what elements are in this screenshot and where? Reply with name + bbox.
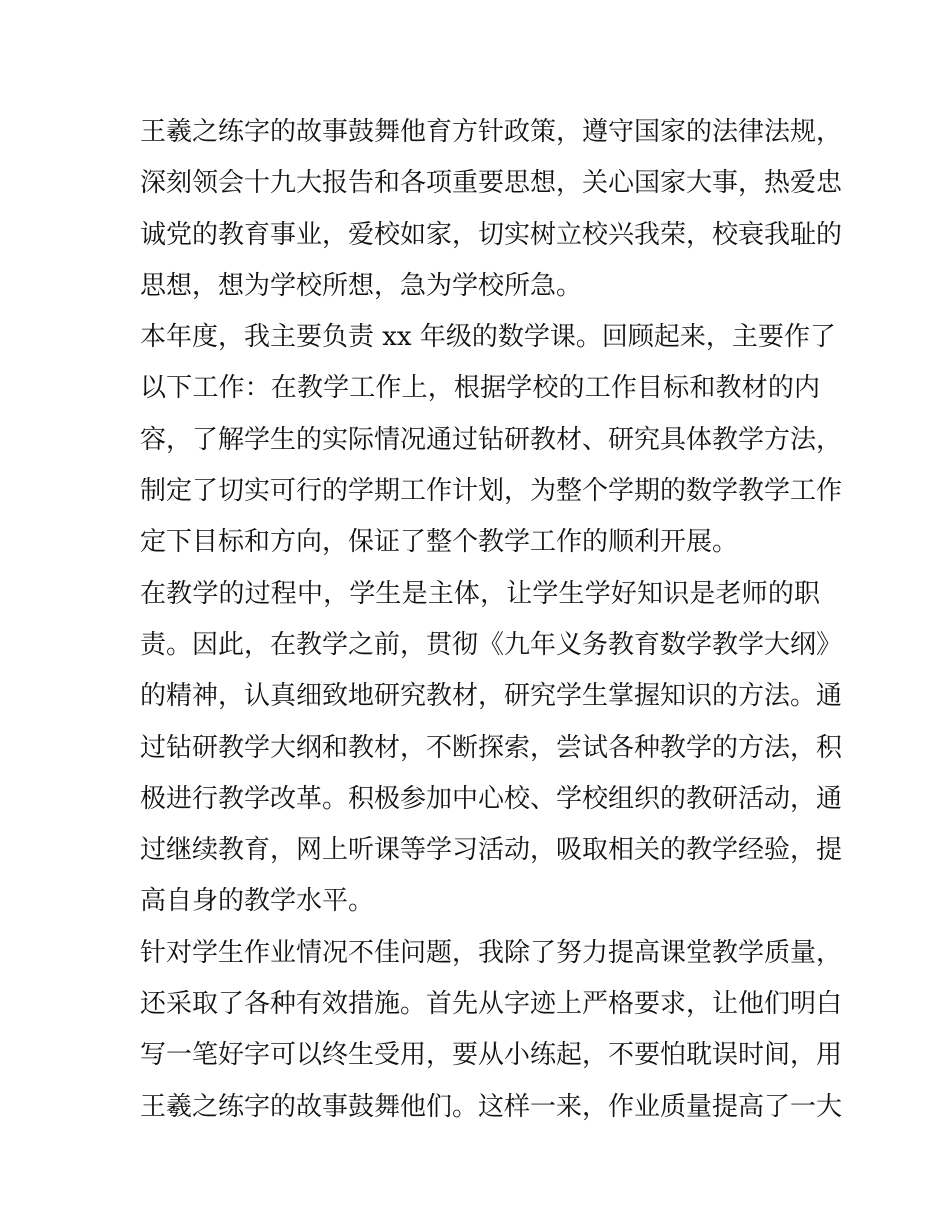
text-line: 制定了切实可行的学期工作计划，为整个学期的数学教学工作 — [140, 476, 843, 507]
text-line: 定下目标和方向，保证了整个教学工作的顺利开展。 — [140, 527, 739, 558]
text-line: 写一笔好字可以终生受用，要从小练起，不要怕耽误时间，用 — [140, 1040, 843, 1071]
text-line: 王羲之练字的故事鼓舞他们。这样一来，作业质量提高了一大 — [140, 1091, 843, 1122]
text-line: 王羲之练字的故事鼓舞他育方针政策，遵守国家的法律法规， — [140, 117, 843, 147]
text-line: 以下工作：在教学工作上，根据学校的工作目标和教材的内 — [140, 373, 820, 404]
text-line: 本年度，我主要负责 xx 年级的数学课。回顾起来，主要作了 — [140, 322, 836, 353]
text-line: 还采取了各种有效措施。首先从字迹上严格要求，让他们明白 — [140, 989, 843, 1020]
text-line: 诚党的教育事业，爱校如家，切实树立校兴我荣，校衰我耻的 — [140, 219, 843, 250]
text-line: 针对学生作业情况不佳问题，我除了努力提高课堂教学质量， — [140, 937, 843, 968]
text-line: 过继续教育，网上听课等学习活动，吸取相关的教学经验，提 — [140, 835, 843, 866]
text-line: 容，了解学生的实际情况通过钻研教材、研究具体教学方法， — [140, 424, 843, 455]
text-line: 极进行教学改革。积极参加中心校、学校组织的教研活动，通 — [140, 783, 843, 814]
text-line: 责。因此，在教学之前，贯彻《九年义务教育数学教学大纲》 — [140, 629, 843, 660]
text-line: 的精神，认真细致地研究教材，研究学生掌握知识的方法。通 — [140, 681, 843, 712]
text-line: 过钻研教学大纲和教材，不断探索，尝试各种教学的方法，积 — [140, 732, 843, 763]
body-text — [140, 107, 843, 1133]
text-line: 思想，想为学校所想，急为学校所急。 — [140, 270, 583, 301]
text-line: 在教学的过程中，学生是主体，让学生学好知识是老师的职 — [140, 578, 820, 609]
text-line: 深刻领会十九大报告和各项重要思想，关心国家大事，热爱忠 — [140, 168, 843, 199]
text-line: 高自身的教学水平。 — [140, 886, 375, 917]
